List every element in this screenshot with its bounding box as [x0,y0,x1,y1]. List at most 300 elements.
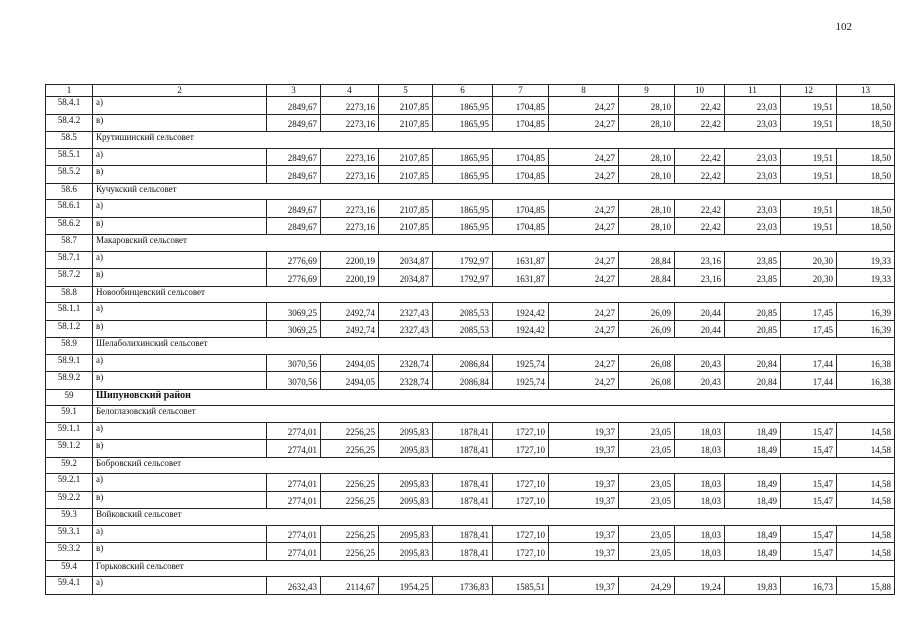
column-header: 11 [725,85,781,97]
value-cell: 2774,01 [267,474,321,492]
value-cell: 18,03 [675,491,725,509]
value-cell: 1727,10 [493,422,549,440]
column-header: 12 [781,85,837,97]
value-cell: 1865,95 [433,97,493,115]
value-cell: 1865,95 [433,114,493,132]
value-cell: 2095,83 [379,491,433,509]
table-row [46,114,895,132]
row-sub-label: а) [93,354,267,372]
value-cell: 2273,16 [321,114,379,132]
value-cell: 24,27 [549,269,619,287]
value-cell: 20,44 [675,320,725,338]
value-cell: 1727,10 [493,491,549,509]
value-cell: 23,03 [725,217,781,235]
section-row [46,457,895,474]
section-name: Бобровский сельсовет [93,457,895,474]
row-code: 58.8 [46,286,93,303]
row-code: 59.3 [46,509,93,526]
value-cell: 2774,01 [267,440,321,458]
value-cell: 2085,53 [433,303,493,321]
column-header: 6 [433,85,493,97]
value-cell: 18,50 [837,217,895,235]
value-cell: 20,30 [781,251,837,269]
value-cell: 16,39 [837,320,895,338]
value-cell: 16,38 [837,372,895,390]
section-row [46,509,895,526]
value-cell: 2776,69 [267,269,321,287]
value-cell: 24,29 [619,577,675,595]
table-row [46,303,895,321]
value-cell: 2849,67 [267,217,321,235]
value-cell: 2774,01 [267,422,321,440]
row-code: 59.3.1 [46,525,93,543]
row-code: 58.4.2 [46,114,93,132]
value-cell: 2273,16 [321,217,379,235]
table-row [46,354,895,372]
section-name: Шелаболихинский сельсовет [93,338,895,355]
value-cell: 18,49 [725,543,781,561]
value-cell: 14,58 [837,440,895,458]
value-cell: 26,08 [619,354,675,372]
value-cell: 23,05 [619,525,675,543]
row-code: 59.1.2 [46,440,93,458]
table-row [46,372,895,390]
value-cell: 2034,87 [379,251,433,269]
row-sub-label: а) [93,577,267,595]
value-cell: 19,51 [781,166,837,184]
row-sub-label: а) [93,422,267,440]
value-cell: 2273,16 [321,148,379,166]
value-cell: 15,88 [837,577,895,595]
value-cell: 18,50 [837,114,895,132]
value-cell: 24,27 [549,251,619,269]
value-cell: 2492,74 [321,320,379,338]
table-row [46,440,895,458]
value-cell: 19,51 [781,200,837,218]
value-cell: 14,58 [837,525,895,543]
row-code: 59.1 [46,406,93,423]
row-sub-label: в) [93,269,267,287]
value-cell: 24,27 [549,200,619,218]
value-cell: 14,58 [837,543,895,561]
row-code: 58.6.1 [46,200,93,218]
value-cell: 24,27 [549,320,619,338]
row-code: 58.9 [46,338,93,355]
section-row [46,286,895,303]
value-cell: 15,47 [781,525,837,543]
value-cell: 1704,85 [493,200,549,218]
value-cell: 24,27 [549,114,619,132]
value-cell: 2273,16 [321,200,379,218]
value-cell: 1704,85 [493,166,549,184]
value-cell: 18,03 [675,474,725,492]
value-cell: 1792,97 [433,269,493,287]
value-cell: 1704,85 [493,217,549,235]
value-cell: 23,05 [619,543,675,561]
value-cell: 23,05 [619,491,675,509]
table-row [46,543,895,561]
section-name: Горьковский сельсовет [93,560,895,577]
value-cell: 22,42 [675,114,725,132]
value-cell: 2085,53 [433,320,493,338]
value-cell: 28,84 [619,251,675,269]
value-cell: 2107,85 [379,148,433,166]
value-cell: 18,49 [725,525,781,543]
table-row [46,217,895,235]
value-cell: 22,42 [675,97,725,115]
column-header: 3 [267,85,321,97]
value-cell: 23,03 [725,148,781,166]
value-cell: 18,49 [725,422,781,440]
value-cell: 19,24 [675,577,725,595]
table-row [46,200,895,218]
value-cell: 2095,83 [379,440,433,458]
value-cell: 19,51 [781,114,837,132]
value-cell: 17,45 [781,303,837,321]
value-cell: 1865,95 [433,166,493,184]
value-cell: 2849,67 [267,200,321,218]
value-cell: 28,10 [619,217,675,235]
value-cell: 18,50 [837,148,895,166]
value-cell: 2492,74 [321,303,379,321]
value-cell: 16,39 [837,303,895,321]
table-row [46,422,895,440]
section-name: Новообинцевский сельсовет [93,286,895,303]
table-row [46,491,895,509]
value-cell: 28,84 [619,269,675,287]
row-code: 59.2.2 [46,491,93,509]
value-cell: 2095,83 [379,543,433,561]
value-cell: 1727,10 [493,543,549,561]
row-code: 58.6.2 [46,217,93,235]
value-cell: 3069,25 [267,303,321,321]
value-cell: 2328,74 [379,372,433,390]
value-cell: 20,84 [725,354,781,372]
value-cell: 18,49 [725,474,781,492]
value-cell: 1704,85 [493,114,549,132]
value-cell: 1631,87 [493,251,549,269]
value-cell: 1954,25 [379,577,433,595]
value-cell: 26,09 [619,303,675,321]
row-sub-label: а) [93,251,267,269]
value-cell: 19,37 [549,525,619,543]
row-code: 58.9.2 [46,372,93,390]
value-cell: 19,37 [549,422,619,440]
row-code: 59 [46,389,93,406]
value-cell: 1925,74 [493,354,549,372]
value-cell: 23,05 [619,474,675,492]
row-sub-label: в) [93,320,267,338]
table-row [46,148,895,166]
row-sub-label: а) [93,474,267,492]
value-cell: 1878,41 [433,474,493,492]
value-cell: 24,27 [549,303,619,321]
column-header: 9 [619,85,675,97]
value-cell: 1878,41 [433,543,493,561]
value-cell: 22,42 [675,166,725,184]
district-name: Шипуновский район [93,389,895,406]
value-cell: 16,73 [781,577,837,595]
row-code: 58.7.2 [46,269,93,287]
value-cell: 19,51 [781,97,837,115]
value-cell: 23,16 [675,269,725,287]
row-code: 59.4.1 [46,577,93,595]
column-header: 7 [493,85,549,97]
value-cell: 2107,85 [379,217,433,235]
value-cell: 2107,85 [379,200,433,218]
value-cell: 2776,69 [267,251,321,269]
column-header: 4 [321,85,379,97]
value-cell: 19,37 [549,440,619,458]
value-cell: 28,10 [619,166,675,184]
section-name: Белоглазовский сельсовет [93,406,895,423]
column-header: 1 [46,85,93,97]
row-sub-label: а) [93,148,267,166]
value-cell: 2327,43 [379,320,433,338]
value-cell: 2774,01 [267,491,321,509]
value-cell: 23,85 [725,251,781,269]
value-cell: 17,44 [781,354,837,372]
table-row [46,474,895,492]
value-cell: 20,44 [675,303,725,321]
table-row [46,251,895,269]
value-cell: 24,27 [549,354,619,372]
row-sub-label: в) [93,114,267,132]
row-code: 58.1.1 [46,303,93,321]
value-cell: 2256,25 [321,491,379,509]
value-cell: 2034,87 [379,269,433,287]
page-number: 102 [835,21,852,33]
value-cell: 1727,10 [493,474,549,492]
table-row [46,577,895,595]
value-cell: 20,85 [725,320,781,338]
value-cell: 26,09 [619,320,675,338]
value-cell: 2849,67 [267,148,321,166]
value-cell: 23,05 [619,422,675,440]
tariff-table [45,84,895,595]
value-cell: 23,85 [725,269,781,287]
value-cell: 1865,95 [433,200,493,218]
value-cell: 3070,56 [267,372,321,390]
row-sub-label: а) [93,200,267,218]
value-cell: 20,84 [725,372,781,390]
value-cell: 2256,25 [321,440,379,458]
value-cell: 26,08 [619,372,675,390]
column-header: 10 [675,85,725,97]
value-cell: 1727,10 [493,440,549,458]
row-sub-label: а) [93,97,267,115]
section-name: Крутишинский сельсовет [93,132,895,149]
value-cell: 19,83 [725,577,781,595]
value-cell: 2086,84 [433,372,493,390]
row-code: 59.1.1 [46,422,93,440]
value-cell: 24,27 [549,166,619,184]
row-code: 59.2.1 [46,474,93,492]
value-cell: 19,37 [549,577,619,595]
table-row [46,320,895,338]
value-cell: 1878,41 [433,491,493,509]
value-cell: 2095,83 [379,422,433,440]
row-code: 58.6 [46,183,93,200]
value-cell: 18,50 [837,166,895,184]
value-cell: 2774,01 [267,543,321,561]
value-cell: 2273,16 [321,166,379,184]
value-cell: 20,30 [781,269,837,287]
value-cell: 2107,85 [379,166,433,184]
value-cell: 2200,19 [321,251,379,269]
value-cell: 14,58 [837,474,895,492]
value-cell: 23,05 [619,440,675,458]
value-cell: 20,85 [725,303,781,321]
section-row [46,183,895,200]
value-cell: 23,03 [725,97,781,115]
value-cell: 17,44 [781,372,837,390]
value-cell: 1727,10 [493,525,549,543]
value-cell: 17,45 [781,320,837,338]
column-header: 13 [837,85,895,97]
value-cell: 18,50 [837,200,895,218]
value-cell: 1865,95 [433,217,493,235]
value-cell: 2494,05 [321,372,379,390]
value-cell: 1704,85 [493,148,549,166]
value-cell: 18,50 [837,97,895,115]
value-cell: 23,03 [725,200,781,218]
value-cell: 15,47 [781,543,837,561]
column-header: 8 [549,85,619,97]
value-cell: 2086,84 [433,354,493,372]
value-cell: 2632,43 [267,577,321,595]
value-cell: 19,51 [781,217,837,235]
value-cell: 1924,42 [493,303,549,321]
value-cell: 20,43 [675,372,725,390]
row-code: 59.4 [46,560,93,577]
value-cell: 15,47 [781,474,837,492]
value-cell: 24,27 [549,217,619,235]
value-cell: 19,33 [837,251,895,269]
value-cell: 2273,16 [321,97,379,115]
value-cell: 20,43 [675,354,725,372]
row-code: 58.1.2 [46,320,93,338]
value-cell: 24,27 [549,148,619,166]
value-cell: 2256,25 [321,525,379,543]
value-cell: 2256,25 [321,474,379,492]
value-cell: 2327,43 [379,303,433,321]
value-cell: 3070,56 [267,354,321,372]
row-code: 58.5 [46,132,93,149]
row-code: 58.5.2 [46,166,93,184]
row-sub-label: в) [93,543,267,561]
value-cell: 2200,19 [321,269,379,287]
value-cell: 28,10 [619,114,675,132]
value-cell: 19,51 [781,148,837,166]
value-cell: 18,03 [675,543,725,561]
column-header: 5 [379,85,433,97]
column-number-row [46,85,895,97]
row-code: 59.2 [46,457,93,474]
section-row [46,235,895,252]
row-sub-label: в) [93,166,267,184]
section-row [46,560,895,577]
value-cell: 1865,95 [433,148,493,166]
value-cell: 1704,85 [493,97,549,115]
value-cell: 19,37 [549,543,619,561]
value-cell: 1924,42 [493,320,549,338]
value-cell: 1736,83 [433,577,493,595]
section-name: Макаровский сельсовет [93,235,895,252]
value-cell: 18,49 [725,491,781,509]
row-code: 58.9.1 [46,354,93,372]
value-cell: 24,27 [549,97,619,115]
value-cell: 3069,25 [267,320,321,338]
value-cell: 16,38 [837,354,895,372]
value-cell: 28,10 [619,97,675,115]
value-cell: 23,03 [725,166,781,184]
value-cell: 2107,85 [379,97,433,115]
value-cell: 23,16 [675,251,725,269]
table-row [46,269,895,287]
value-cell: 1925,74 [493,372,549,390]
value-cell: 2849,67 [267,114,321,132]
value-cell: 1878,41 [433,422,493,440]
column-header: 2 [93,85,267,97]
value-cell: 14,58 [837,422,895,440]
row-code: 58.4.1 [46,97,93,115]
value-cell: 19,37 [549,474,619,492]
value-cell: 19,33 [837,269,895,287]
value-cell: 22,42 [675,148,725,166]
row-code: 58.5.1 [46,148,93,166]
value-cell: 28,10 [619,148,675,166]
value-cell: 23,03 [725,114,781,132]
value-cell: 22,42 [675,200,725,218]
row-code: 58.7.1 [46,251,93,269]
table-row [46,97,895,115]
value-cell: 2774,01 [267,525,321,543]
section-row [46,132,895,149]
row-sub-label: а) [93,525,267,543]
district-row [46,389,895,406]
value-cell: 18,03 [675,525,725,543]
row-code: 59.3.2 [46,543,93,561]
table-row [46,525,895,543]
row-sub-label: а) [93,303,267,321]
row-sub-label: в) [93,217,267,235]
value-cell: 15,47 [781,422,837,440]
value-cell: 2095,83 [379,525,433,543]
value-cell: 24,27 [549,372,619,390]
row-sub-label: в) [93,440,267,458]
table-row [46,166,895,184]
value-cell: 22,42 [675,217,725,235]
value-cell: 1878,41 [433,440,493,458]
value-cell: 18,03 [675,422,725,440]
value-cell: 1792,97 [433,251,493,269]
section-name: Войковский сельсовет [93,509,895,526]
value-cell: 14,58 [837,491,895,509]
value-cell: 2849,67 [267,97,321,115]
value-cell: 18,49 [725,440,781,458]
value-cell: 2107,85 [379,114,433,132]
value-cell: 28,10 [619,200,675,218]
row-code: 58.7 [46,235,93,252]
section-row [46,338,895,355]
value-cell: 15,47 [781,491,837,509]
row-sub-label: в) [93,372,267,390]
value-cell: 2328,74 [379,354,433,372]
value-cell: 1631,87 [493,269,549,287]
value-cell: 1585,51 [493,577,549,595]
section-row [46,406,895,423]
